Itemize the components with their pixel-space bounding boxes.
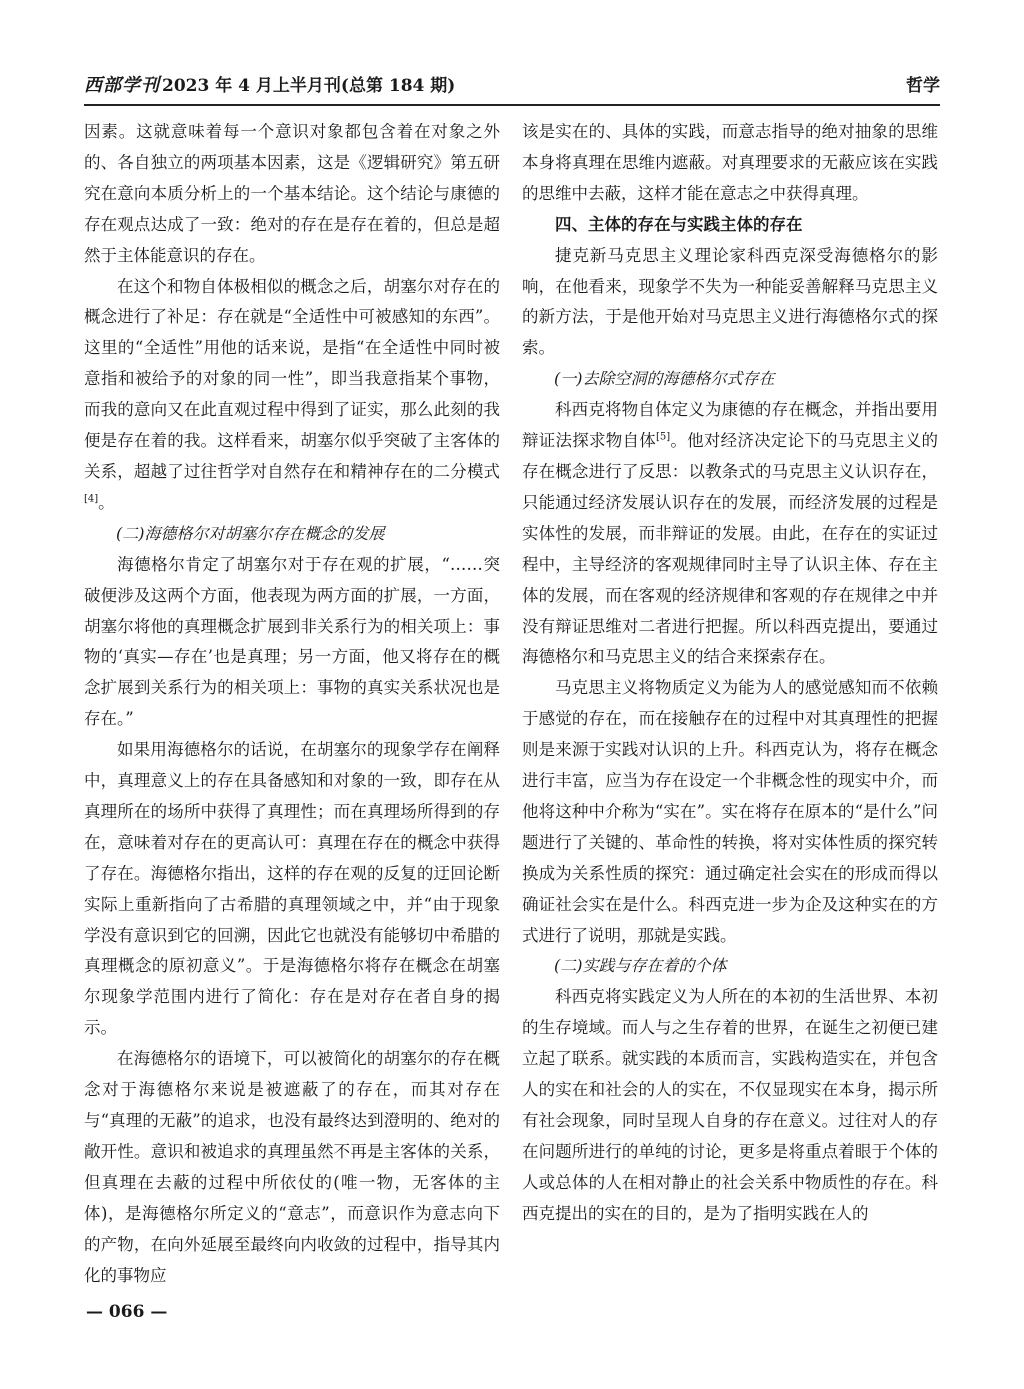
- paragraph-text: (二)海德格尔对胡塞尔存在概念的发展: [116, 523, 385, 543]
- paragraph: [522, 982, 938, 1229]
- paragraph: [522, 241, 938, 365]
- left-column: [84, 117, 500, 1291]
- paragraph-text: 如果用海德格尔的话说，在胡塞尔的现象学存在阐释中，真理意义上的存在具备感知和对象的一致，即存在从真理所在的场所中获得了真理性；而在真理场所得到的存在，意味着对存在的更高认可：真理在存在的概念中获得了存在。海德格尔指出，这样的存在观的反复的迂回论断实际上重新指向了古希腊的真理领域之中，并“由于现象学没有意识到它的回溯，因此它也就没有能够切中希腊的真理概念的原初意义”。于是海德格尔将存在概念在胡塞尔现象学范围内进行了简化：存在是对存在者自身的揭示。: [84, 740, 500, 1038]
- subsection-heading: [522, 951, 938, 982]
- section-heading: [522, 210, 938, 241]
- subsection-heading: [522, 364, 938, 395]
- paragraph-tail: 。: [98, 492, 115, 512]
- paragraph: [84, 117, 500, 272]
- citation-marker: [4]: [84, 493, 99, 505]
- paragraph-text: 因素。这就意味着每一个意识对象都包含着在对象之外的、各自独立的两项基本因素，这是《逻辑研究》第五研究在意向本质分析上的一个基本结论。这个结论与康德的存在观点达成了一致：绝对的存在是存在着的，但总是超然于主体能意识的存在。: [84, 122, 500, 265]
- journal-issue-line: [84, 72, 455, 100]
- paragraph-text: 捷克新马克思主义理论家科西克深受海德格尔的影响，在他看来，现象学不失为一种能妥善解释马克思主义的新方法，于是他开始对马克思主义进行海德格尔式的探索。: [522, 245, 938, 358]
- paragraph: [84, 550, 500, 735]
- paragraph-text: 该是实在的、具体的实践，而意志指导的绝对抽象的思维本身将真理在思维内遮蔽。对真理要求的无蔽应该在实践的思维中去蔽，这样才能在意志之中获得真理。: [522, 122, 938, 203]
- journal-logo: 西部学刊: [84, 75, 160, 96]
- header-rule: [84, 104, 940, 106]
- paragraph-text: 科西克将实践定义为人所在的本初的生活世界、本初的生存境域。而人与之生存着的世界，在诞生之初便已建立起了联系。就实践的本质而言，实践构造实在，并包含人的实在和社会的人的实在，不仅显现实在本身，揭示所有社会现象，同时呈现人自身的存在意义。过往对人的存在问题所进行的单纯的讨论，更多是将重点着眼于个体的人或总体的人在相对静止的社会关系中物质性的存在。科西克提出的实在的目的，是为了指明实践在人的: [522, 987, 938, 1223]
- paragraph: [84, 1044, 500, 1291]
- paragraph: [84, 735, 500, 1044]
- subsection-heading: [84, 519, 500, 550]
- paragraph: [522, 673, 938, 951]
- paragraph-text: 海德格尔肯定了胡塞尔对于存在观的扩展，“……突破便涉及这两个方面，他表现为两方面的扩展，一方面，胡塞尔将他的真理概念扩展到非关系行为的相关项上：事物的‘真实—存在’也是真理；另一方面，他又将存在的概念扩展到关系行为的相关项上：事物的真实关系状况也是存在。”: [84, 554, 500, 729]
- right-column: [522, 117, 938, 1230]
- paragraph-text: 在这个和物自体极相似的概念之后，胡塞尔对存在的概念进行了补足：存在就是“全适性中可被感知的东西”。这里的“全适性”用他的话来说，是指“在全适性中同时被意指和被给予的对象的同一性”，即当我意指某个事物，而我的意向又在此直观过程中得到了证实，那么此刻的我便是存在着的我。这样看来，胡塞尔似乎突破了主客体的关系，超越了过往哲学对自然存在和精神存在的二分模式: [84, 276, 500, 481]
- paragraph: [522, 395, 938, 673]
- issue-label: 2023 年 4 月上半月刊(总第 184 期): [162, 76, 456, 96]
- paragraph-text: (一)去除空洞的海德格尔式存在: [554, 369, 775, 389]
- paragraph-text: 四、主体的存在与实践主体的存在: [555, 214, 803, 234]
- page-header: [84, 72, 940, 100]
- paragraph-text: 科西克将物自体定义为康德的存在概念，并指出要用辩证法探求物自体: [522, 400, 938, 451]
- section-label: 哲学: [906, 76, 940, 96]
- paragraph: [84, 272, 500, 519]
- paragraph-text: (二)实践与存在着的个体: [554, 956, 727, 976]
- paragraph-tail: 。他对经济决定论下的马克思主义的存在概念进行了反思：以教条式的马克思主义认识存在，只能通过经济发展认识存在的发展，而经济发展的过程是实体性的发展，而非辩证的发展。由此，在存在的实证过程中，主导经济的客观规律同时主导了认识主体、存在主体的发展，而在客观的经济规律和客观的存在规律之中并没有辩证思维对二者进行把握。所以科西克提出，要通过海德格尔和马克思主义的结合来探索存在。: [522, 431, 939, 667]
- page-number: — 066 —: [86, 1302, 168, 1322]
- paragraph: [522, 117, 938, 210]
- paragraph-text: 在海德格尔的语境下，可以被简化的胡塞尔的存在概念对于海德格尔来说是被遮蔽了的存在，而其对存在与“真理的无蔽”的追求，也没有最终达到澄明的、绝对的敞开性。意识和被追求的真理虽然不再是主客体的关系，但真理在去蔽的过程中所依仗的(唯一物，无客体的主体)，是海德格尔所定义的“意志”，而意识作为意志向下的产物，在向外延展至最终向内收敛的过程中，指导其内化的事物应: [84, 1049, 500, 1285]
- paragraph-text: 马克思主义将物质定义为能为人的感觉感知而不依赖于感觉的存在，而在接触存在的过程中对其真理性的把握则是来源于实践对认识的上升。科西克认为，将存在概念进行丰富，应当为存在设定一个非概念性的现实中介，而他将这种中介称为“实在”。实在将存在原本的“是什么”问题进行了关键的、革命性的转换，将对实体性质的探究转换成为关系性质的探究：通过确定社会实在的形成而得以确证社会实在是什么。科西克进一步为企及这种实在的方式进行了说明，那就是实践。: [522, 678, 938, 945]
- citation-marker: [5]: [655, 431, 671, 443]
